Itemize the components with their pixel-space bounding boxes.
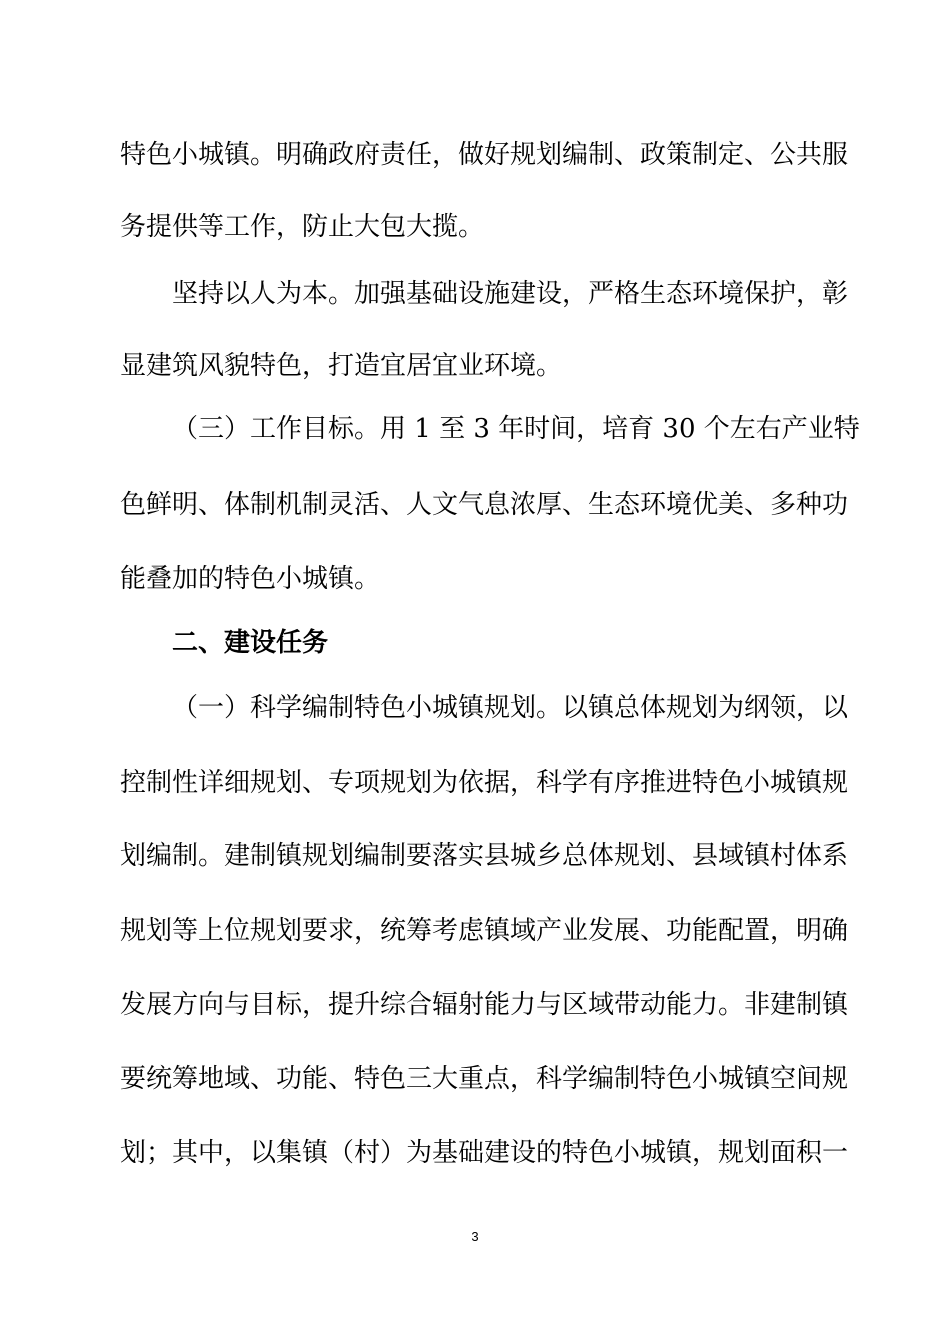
text-line-11: 划编制。建制镇规划编制要落实县城乡总体规划、县域镇村体系 <box>120 841 849 871</box>
text-line-13: 发展方向与目标，提升综合辐射能力与区域带动能力。非建制镇 <box>120 990 849 1020</box>
text-line-15: 划；其中，以集镇（村）为基础建设的特色小城镇，规划面积一 <box>120 1138 849 1168</box>
text-line-7: 能叠加的特色小城镇。 <box>120 564 381 594</box>
text-line-9: （一）科学编制特色小城镇规划。以镇总体规划为纲领，以 <box>172 693 849 723</box>
section-heading: 二、建设任务 <box>172 628 329 658</box>
text-line-1: 特色小城镇。明确政府责任，做好规划编制、政策制定、公共服 <box>120 140 849 170</box>
text-line-14: 要统筹地域、功能、特色三大重点，科学编制特色小城镇空间规 <box>120 1064 849 1094</box>
text-line-2: 务提供等工作，防止大包大揽。 <box>120 212 485 242</box>
page-number: 3 <box>471 1229 479 1244</box>
text-line-6: 色鲜明、体制机制灵活、人文气息浓厚、生态环境优美、多种功 <box>120 490 849 520</box>
text-line-5: （三）工作目标。用 1 至 3 年时间，培育 30 个左右产业特 <box>172 414 860 444</box>
text-line-4: 显建筑风貌特色，打造宜居宜业环境。 <box>120 351 563 381</box>
text-line-10: 控制性详细规划、专项规划为依据，科学有序推进特色小城镇规 <box>120 768 849 798</box>
text-line-3: 坚持以人为本。加强基础设施建设，严格生态环境保护，彰 <box>172 279 849 309</box>
text-line-12: 规划等上位规划要求，统筹考虑镇域产业发展、功能配置，明确 <box>120 916 849 946</box>
